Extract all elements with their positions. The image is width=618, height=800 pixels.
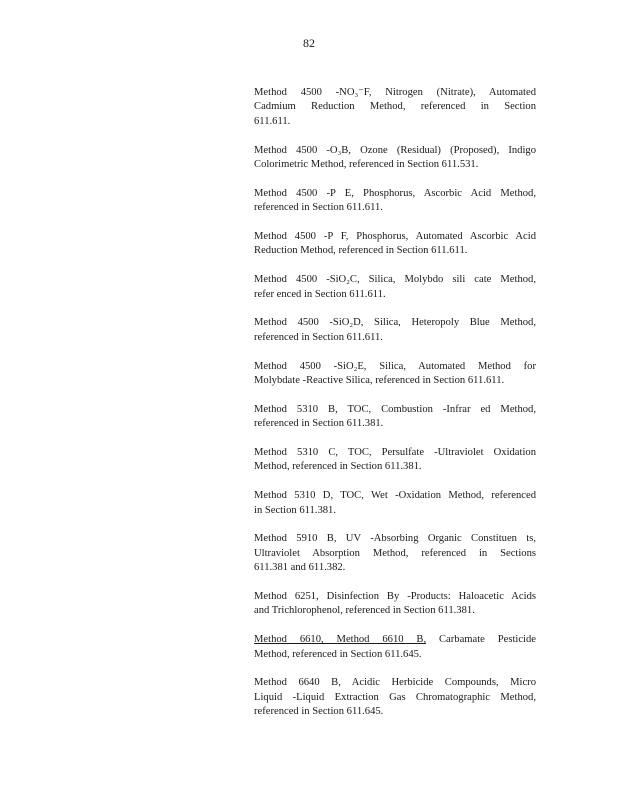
- method-entry-line: refer enced in Section 611.611.: [254, 288, 386, 300]
- method-reference-list: [254, 86, 536, 734]
- method-entry-line: referenced in Section 611.611.: [254, 202, 383, 214]
- method-entry-line: Colorimetric Method, referenced in Section 611.531.: [254, 159, 479, 171]
- method-entry-line: Method 4500 -NO₃⁻F, Nitrogen (Nitrate), Automated: [254, 87, 536, 98]
- method-entry: [254, 676, 536, 719]
- method-entry-line: Method 5910 B, UV -Absorbing Organic Constituen ts,: [254, 533, 536, 545]
- method-entry: [254, 187, 536, 216]
- method-entry: [254, 489, 536, 518]
- method-entry-line: Method, referenced in Section 611.381.: [254, 461, 422, 473]
- method-entry-line: Molybdate -Reactive Silica, referenced in Section 611.611.: [254, 375, 505, 387]
- method-entry: [254, 532, 536, 575]
- method-entry: [254, 360, 536, 389]
- method-entry: [254, 273, 536, 302]
- method-entry-line: Method 4500 -SiO₂C, Silica, Molybdo sili cate Method,: [254, 274, 536, 286]
- method-entry-line: Method 5310 B, TOC, Combustion -Infrar ed Method,: [254, 403, 536, 415]
- method-entry-line: Method 5310 D, TOC, Wet -Oxidation Method, referenced: [254, 490, 536, 502]
- method-entry-line: Method 6640 B, Acidic Herbicide Compounds, Micro: [254, 677, 536, 689]
- method-entry: [254, 633, 536, 662]
- method-entry-line: referenced in Section 611.611.: [254, 331, 383, 343]
- method-entry-line: Method 4500 -SiO₂E, Silica, Automated Method for: [254, 360, 536, 372]
- method-entry-line: in Section 611.381.: [254, 504, 336, 516]
- method-entry-line: Method 4500 -P E, Phosphorus, Ascorbic Acid Method,: [254, 187, 536, 199]
- method-entry-line: and Trichlorophenol, referenced in Section 611.381.: [254, 605, 475, 617]
- method-entry: [254, 403, 536, 432]
- method-entry-line: Ultraviolet Absorption Method, referenced in Sections: [254, 547, 536, 559]
- method-entry: [254, 144, 536, 173]
- method-entry-line: Method 4500 -SiO₂D, Silica, Heteropoly Blue Method,: [254, 317, 536, 329]
- method-entry-line: Method, referenced in Section 611.645.: [254, 648, 422, 660]
- method-entry-line: Method 5310 C, TOC, Persulfate -Ultraviolet Oxidation: [254, 447, 536, 459]
- method-entry: [254, 590, 536, 619]
- method-entry: [254, 86, 536, 129]
- method-entry-line: 611.381 and 611.382.: [254, 562, 346, 574]
- underlined-text: Method 6610, Method 6610 B,: [254, 634, 427, 646]
- method-entry-line: Cadmium Reduction Method, referenced in Section: [254, 101, 536, 113]
- method-entry-line: Method 4500 -O₃B, Ozone (Residual) (Proposed), Indigo: [254, 144, 536, 156]
- method-entry: [254, 316, 536, 345]
- method-entry-line: Method 4500 -P F, Phosphorus, Automated Ascorbic Acid: [254, 231, 536, 243]
- method-entry-line: Reduction Method, referenced in Section 611.611.: [254, 245, 468, 257]
- method-entry-line: Liquid -Liquid Extraction Gas Chromatographic Method,: [254, 691, 536, 703]
- method-entry-line: 611.611.: [254, 115, 291, 127]
- method-entry-line: referenced in Section 611.645.: [254, 706, 384, 718]
- method-entry: [254, 230, 536, 259]
- page-number: 82: [303, 36, 315, 50]
- method-entry-line: referenced in Section 611.381.: [254, 418, 384, 430]
- method-entry: [254, 446, 536, 475]
- method-entry-line: Method 6251, Disinfection By -Products: Haloacetic Acids: [254, 591, 536, 603]
- method-entry-line: Method 6610, Method 6610 B, Carbamate Pesticide: [254, 634, 536, 646]
